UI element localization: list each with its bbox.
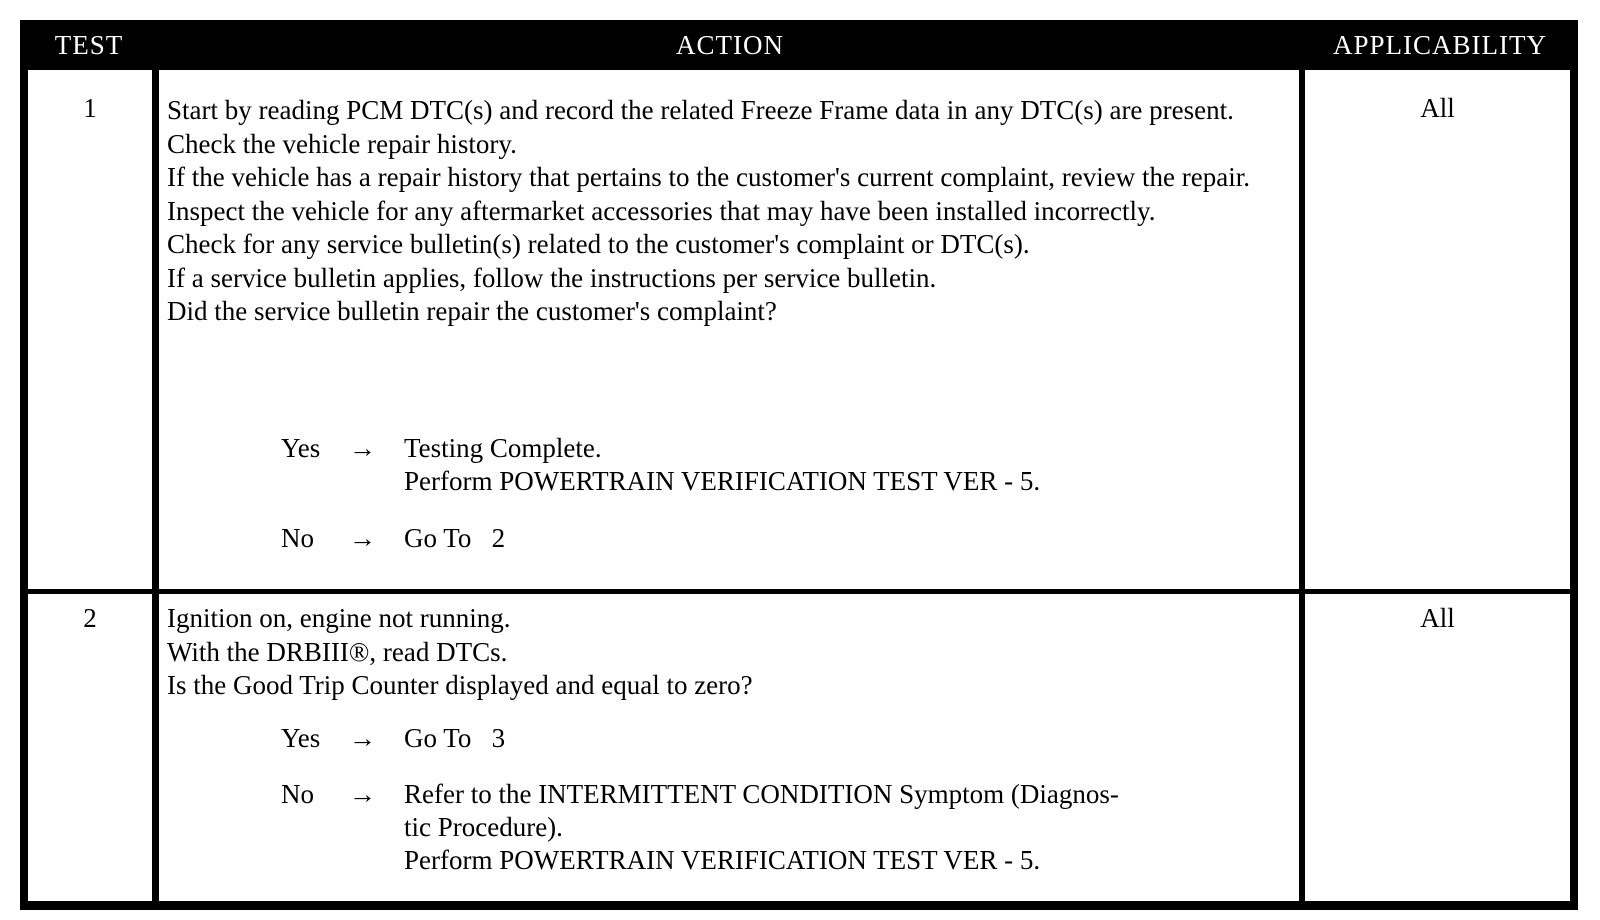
action-text xyxy=(159,70,1299,329)
row-1-action-cell xyxy=(159,70,1299,589)
applicability-value: All xyxy=(1420,93,1455,123)
action-text xyxy=(159,594,1299,703)
action-line: Check for any service bulletin(s) related to the customer's complaint or DTC(s). xyxy=(167,229,1030,259)
row-1-applicability-cell xyxy=(1305,70,1570,589)
result-line: Go To 2 xyxy=(404,523,506,553)
result-line: Perform POWERTRAIN VERIFICATION TEST VER - 5. xyxy=(404,466,1041,496)
test-number: 2 xyxy=(83,603,97,633)
no-result xyxy=(404,778,1294,877)
yes-response xyxy=(159,722,1299,758)
row-2-test-cell xyxy=(28,594,152,901)
no-result xyxy=(404,522,1294,555)
row-2-applicability-cell xyxy=(1305,594,1570,901)
row-2-action-cell xyxy=(159,594,1299,901)
result-line: Perform POWERTRAIN VERIFICATION TEST VER - 5. xyxy=(404,845,1041,875)
result-line: Testing Complete. xyxy=(404,433,602,463)
result-line: Refer to the INTERMITTENT CONDITION Symptom (Diagnos- xyxy=(404,779,1119,809)
action-line: Ignition on, engine not running. xyxy=(167,603,511,633)
no-response xyxy=(159,778,1299,888)
action-line: Is the Good Trip Counter displayed and equal to zero? xyxy=(167,670,753,700)
no-response xyxy=(159,522,1299,558)
test-number: 1 xyxy=(83,93,97,123)
applicability-value: All xyxy=(1420,603,1455,633)
action-line: With the DRBIII®, read DTCs. xyxy=(167,636,508,667)
action-line: If a service bulletin applies, follow the instructions per service bulletin. xyxy=(167,262,937,293)
header-test: TEST xyxy=(54,30,124,60)
no-label: No xyxy=(281,779,314,809)
header-applicability: APPLICABILITY xyxy=(1333,30,1547,60)
header-action: ACTION xyxy=(676,30,784,60)
action-line: Start by reading PCM DTC(s) and record the related Freeze Frame data in any DTC(s) are present. xyxy=(167,95,1234,125)
arrow-icon: → xyxy=(349,723,376,753)
diagnostic-test-table xyxy=(20,20,1578,910)
yes-result xyxy=(404,722,1294,755)
yes-result xyxy=(404,432,1294,498)
action-line: Check the vehicle repair history. xyxy=(167,128,517,159)
arrow-icon: → xyxy=(349,523,376,553)
arrow-icon: → xyxy=(349,779,376,809)
no-label: No xyxy=(281,523,314,553)
action-line: Inspect the vehicle for any aftermarket accessories that may have been installed incorrectly. xyxy=(167,195,1156,226)
arrow-icon: → xyxy=(349,433,376,463)
result-line: tic Procedure). xyxy=(404,812,563,842)
yes-label: Yes xyxy=(281,433,321,463)
result-line: Go To 3 xyxy=(404,723,506,753)
yes-response xyxy=(159,432,1299,502)
action-line: If the vehicle has a repair history that pertains to the customer's current complaint, review the repair. xyxy=(167,162,1250,192)
yes-label: Yes xyxy=(281,723,321,753)
row-1-test-cell xyxy=(28,70,152,589)
action-line: Did the service bulletin repair the customer's complaint? xyxy=(167,296,777,326)
